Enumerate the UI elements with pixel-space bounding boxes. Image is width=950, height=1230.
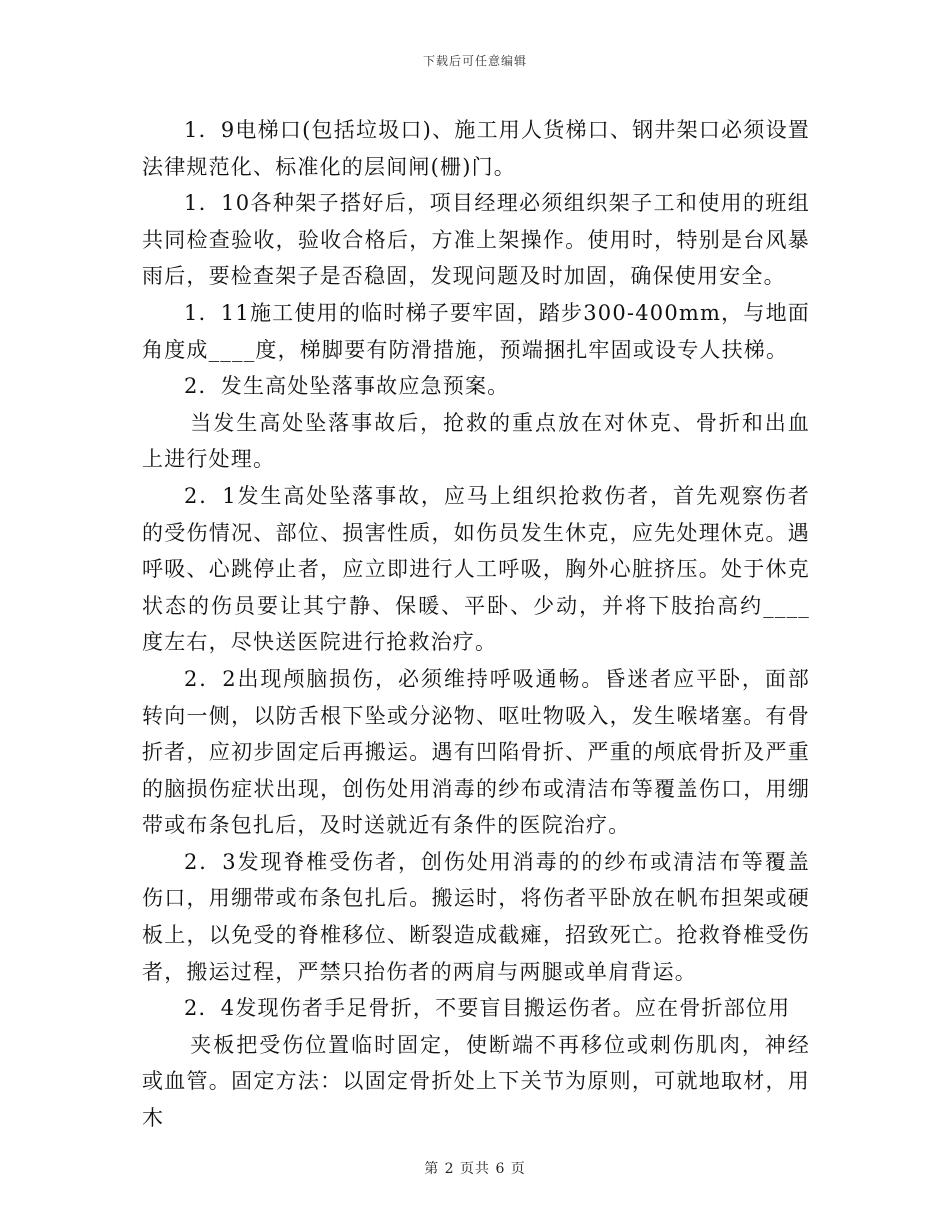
paragraph-2-4: 2．4发现伤者手足骨折，不要盲目搬运伤者。应在骨折部位用 bbox=[184, 996, 791, 1021]
document-body bbox=[142, 112, 810, 1137]
paragraph-2-4-continued: 夹板把受伤位置临时固定，使断端不再移位或刺伤肌肉，神经或血管。固定方法：以固定骨折处上下关节为原则，可就地取材，用木 bbox=[142, 1032, 810, 1131]
page-number-footer: 第 2 页共 6 页 bbox=[424, 1161, 526, 1177]
paragraph-1-9: 1．9电梯口(包括垃圾口)、施工用人货梯口、钢井架口必须设置法律规范化、标准化的层间闸(栅)门。 bbox=[142, 118, 810, 179]
paragraph-1-11: 1．11施工使用的临时梯子要牢固，踏步300-400mm，与地面角度成____度，梯脚要有防滑措施，预端捆扎牢固或设专人扶梯。 bbox=[142, 300, 810, 362]
paragraph-intro: 当发生高处坠落事故后，抢救的重点放在对休克、骨折和出血上进行处理。 bbox=[142, 410, 810, 472]
paragraph-2-2: 2．2出现颅脑损伤，必须维持呼吸通畅。昏迷者应平卧，面部转向一侧，以防舌根下坠或分泌物、呕吐物吸入，发生喉堵塞。有骨折者，应初步固定后再搬运。遇有凹陷骨折、严重的颅底骨折及严重的脑损伤症状出现，创伤处用消毒的纱布或清洁布等覆盖伤口，用绷带或布条包扎后，及时送就近有条件的医院治疗。 bbox=[142, 666, 810, 838]
paragraph-1-10: 1．10各种架子搭好后，项目经理必须组织架子工和使用的班组共同检查验收，验收合格后，方准上架操作。使用时，特别是台风暴雨后，要检查架子是否稳固，发现问题及时加固，确保使用安全。 bbox=[142, 191, 810, 289]
paragraph-2-3: 2．3发现脊椎受伤者，创伤处用消毒的的纱布或清洁布等覆盖伤口，用绷带或布条包扎后。搬运时，将伤者平卧放在帆布担架或硬板上，以免受的脊椎移位、断裂造成截瘫，招致死亡。抢救脊椎受伤者，搬运过程，严禁只抬伤者的两肩与两腿或单肩背运。 bbox=[142, 849, 810, 984]
section-heading-2: 2．发生高处坠落事故应急预案。 bbox=[184, 374, 510, 399]
paragraph-2-1: 2．1发生高处坠落事故，应马上组织抢救伤者，首先观察伤者的受伤情况、部位、损害性质，如伤员发生休克，应先处理休克。遇呼吸、心跳停止者，应立即进行人工呼吸，胸外心脏挤压。处于休克状态的伤员要让其宁静、保暖、平卧、少动，并将下肢抬高约____度左右，尽快送医院进行抢救治疗。 bbox=[142, 483, 810, 655]
page-header: 下载后可任意编辑 bbox=[422, 54, 527, 68]
